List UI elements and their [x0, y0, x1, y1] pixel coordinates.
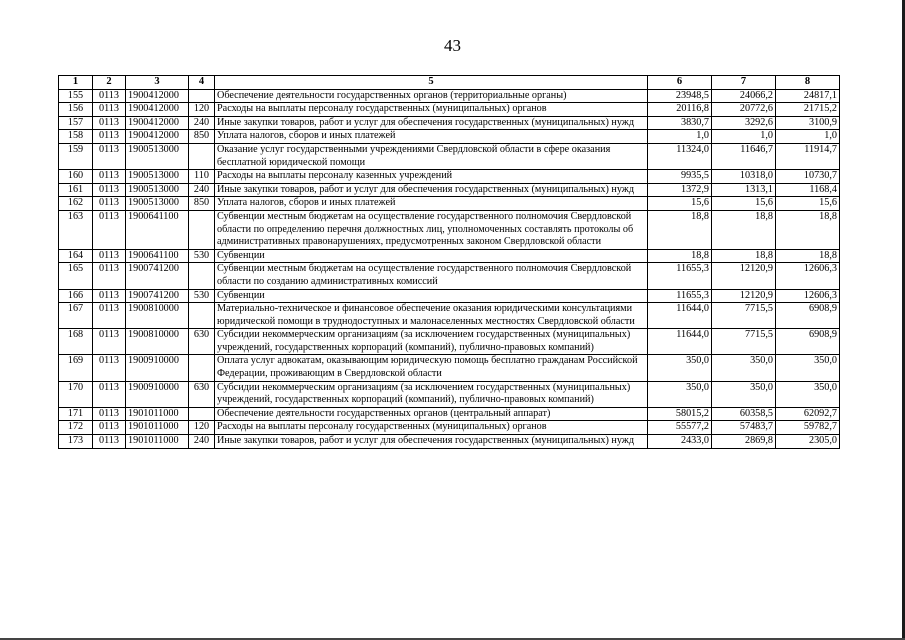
item-name-cell: Субвенции местным бюджетам на осуществление государственного полномочия Свердловской области по определению перечня должностных лиц, уполномоченных составлять протоколы об административных правонарушениях, предусмотренных законом Свердловской области	[215, 210, 648, 249]
amount-year2-cell: 12120,9	[712, 289, 776, 303]
target-article-cell: 1900412000	[126, 103, 189, 117]
expense-type-cell	[189, 355, 215, 381]
item-name-cell: Расходы на выплаты персоналу государственных (муниципальных) органов	[215, 421, 648, 435]
amount-year2-cell: 350,0	[712, 355, 776, 381]
row-number-cell: 173	[59, 435, 93, 449]
amount-year1-cell: 9935,5	[648, 170, 712, 184]
amount-year2-cell: 350,0	[712, 381, 776, 407]
amount-year3-cell: 18,8	[776, 210, 840, 249]
amount-year1-cell: 18,8	[648, 249, 712, 263]
amount-year3-cell: 10730,7	[776, 170, 840, 184]
item-name-cell: Уплата налогов, сборов и иных платежей	[215, 130, 648, 144]
amount-year3-cell: 11914,7	[776, 143, 840, 169]
table-row	[59, 249, 840, 263]
amount-year3-cell: 350,0	[776, 381, 840, 407]
table-row	[59, 103, 840, 117]
item-name-cell: Уплата налогов, сборов и иных платежей	[215, 197, 648, 211]
target-article-cell: 1900513000	[126, 170, 189, 184]
table-body	[59, 89, 840, 448]
target-article-cell: 1901011000	[126, 435, 189, 449]
table-row	[59, 210, 840, 249]
section-code-cell: 0113	[93, 130, 126, 144]
table-row	[59, 143, 840, 169]
table-row	[59, 381, 840, 407]
header-cell: 3	[126, 76, 189, 90]
expense-type-cell: 240	[189, 116, 215, 130]
amount-year2-cell: 11646,7	[712, 143, 776, 169]
amount-year1-cell: 1372,9	[648, 183, 712, 197]
row-number-cell: 160	[59, 170, 93, 184]
row-number-cell: 167	[59, 303, 93, 329]
amount-year2-cell: 10318,0	[712, 170, 776, 184]
table-row	[59, 421, 840, 435]
amount-year3-cell: 21715,2	[776, 103, 840, 117]
amount-year3-cell: 350,0	[776, 355, 840, 381]
header-cell: 6	[648, 76, 712, 90]
header-cell: 8	[776, 76, 840, 90]
amount-year1-cell: 11644,0	[648, 329, 712, 355]
table-row	[59, 407, 840, 421]
row-number-cell: 165	[59, 263, 93, 289]
amount-year3-cell: 18,8	[776, 249, 840, 263]
amount-year2-cell: 15,6	[712, 197, 776, 211]
section-code-cell: 0113	[93, 407, 126, 421]
amount-year3-cell: 12606,3	[776, 263, 840, 289]
expense-type-cell: 630	[189, 381, 215, 407]
row-number-cell: 164	[59, 249, 93, 263]
target-article-cell: 1900412000	[126, 89, 189, 103]
row-number-cell: 158	[59, 130, 93, 144]
amount-year3-cell: 1,0	[776, 130, 840, 144]
expense-type-cell	[189, 407, 215, 421]
item-name-cell: Иные закупки товаров, работ и услуг для обеспечения государственных (муниципальных) нужд	[215, 116, 648, 130]
amount-year3-cell: 6908,9	[776, 303, 840, 329]
amount-year1-cell: 1,0	[648, 130, 712, 144]
table-row	[59, 170, 840, 184]
target-article-cell: 1900412000	[126, 130, 189, 144]
amount-year2-cell: 12120,9	[712, 263, 776, 289]
amount-year1-cell: 15,6	[648, 197, 712, 211]
target-article-cell: 1900412000	[126, 116, 189, 130]
item-name-cell: Расходы на выплаты персоналу государственных (муниципальных) органов	[215, 103, 648, 117]
section-code-cell: 0113	[93, 210, 126, 249]
header-cell: 2	[93, 76, 126, 90]
table-row	[59, 116, 840, 130]
table-row	[59, 355, 840, 381]
amount-year2-cell: 20772,6	[712, 103, 776, 117]
expense-type-cell	[189, 89, 215, 103]
amount-year2-cell: 18,8	[712, 210, 776, 249]
amount-year1-cell: 11644,0	[648, 303, 712, 329]
target-article-cell: 1900641100	[126, 210, 189, 249]
target-article-cell: 1900513000	[126, 143, 189, 169]
expense-type-cell: 120	[189, 421, 215, 435]
budget-table	[58, 75, 840, 449]
section-code-cell: 0113	[93, 289, 126, 303]
table-row	[59, 197, 840, 211]
item-name-cell: Материально-техническое и финансовое обеспечение оказания юридическими консультациями юридической помощи в труднодоступных и малонаселенных местностях Свердловской области	[215, 303, 648, 329]
amount-year3-cell: 6908,9	[776, 329, 840, 355]
row-number-cell: 172	[59, 421, 93, 435]
target-article-cell: 1900810000	[126, 329, 189, 355]
amount-year3-cell: 62092,7	[776, 407, 840, 421]
table-header-row	[59, 76, 840, 90]
section-code-cell: 0113	[93, 170, 126, 184]
section-code-cell: 0113	[93, 116, 126, 130]
target-article-cell: 1901011000	[126, 407, 189, 421]
header-cell: 7	[712, 76, 776, 90]
table-row	[59, 263, 840, 289]
row-number-cell: 155	[59, 89, 93, 103]
item-name-cell: Обеспечение деятельности государственных органов (территориальные органы)	[215, 89, 648, 103]
expense-type-cell: 630	[189, 329, 215, 355]
target-article-cell: 1901011000	[126, 421, 189, 435]
table-row	[59, 303, 840, 329]
item-name-cell: Субвенции	[215, 289, 648, 303]
section-code-cell: 0113	[93, 355, 126, 381]
row-number-cell: 168	[59, 329, 93, 355]
expense-type-cell: 850	[189, 197, 215, 211]
item-name-cell: Иные закупки товаров, работ и услуг для обеспечения государственных (муниципальных) нужд	[215, 183, 648, 197]
amount-year1-cell: 11324,0	[648, 143, 712, 169]
header-cell: 1	[59, 76, 93, 90]
target-article-cell: 1900910000	[126, 381, 189, 407]
item-name-cell: Расходы на выплаты персоналу казенных учреждений	[215, 170, 648, 184]
item-name-cell: Субвенции местным бюджетам на осуществление государственного полномочия Свердловской области по созданию административных комиссий	[215, 263, 648, 289]
expense-type-cell: 240	[189, 435, 215, 449]
row-number-cell: 159	[59, 143, 93, 169]
expense-type-cell	[189, 263, 215, 289]
row-number-cell: 157	[59, 116, 93, 130]
amount-year3-cell: 2305,0	[776, 435, 840, 449]
amount-year3-cell: 59782,7	[776, 421, 840, 435]
expense-type-cell: 120	[189, 103, 215, 117]
amount-year2-cell: 57483,7	[712, 421, 776, 435]
amount-year1-cell: 23948,5	[648, 89, 712, 103]
section-code-cell: 0113	[93, 89, 126, 103]
section-code-cell: 0113	[93, 103, 126, 117]
amount-year3-cell: 3100,9	[776, 116, 840, 130]
section-code-cell: 0113	[93, 329, 126, 355]
table-row	[59, 130, 840, 144]
target-article-cell: 1900910000	[126, 355, 189, 381]
section-code-cell: 0113	[93, 263, 126, 289]
section-code-cell: 0113	[93, 381, 126, 407]
header-cell: 5	[215, 76, 648, 90]
row-number-cell: 163	[59, 210, 93, 249]
header-cell: 4	[189, 76, 215, 90]
expense-type-cell: 530	[189, 289, 215, 303]
target-article-cell: 1900810000	[126, 303, 189, 329]
amount-year1-cell: 2433,0	[648, 435, 712, 449]
amount-year2-cell: 60358,5	[712, 407, 776, 421]
target-article-cell: 1900741200	[126, 289, 189, 303]
amount-year1-cell: 11655,3	[648, 289, 712, 303]
row-number-cell: 161	[59, 183, 93, 197]
amount-year2-cell: 1313,1	[712, 183, 776, 197]
target-article-cell: 1900513000	[126, 197, 189, 211]
item-name-cell: Оплата услуг адвокатам, оказывающим юридическую помощь бесплатно гражданам Российской Федерации, проживающим в Свердловской области	[215, 355, 648, 381]
item-name-cell: Субсидии некоммерческим организациям (за исключением государственных (муниципальных) учреждений, государственных корпораций (компаний), публично-правовых компаний)	[215, 381, 648, 407]
row-number-cell: 170	[59, 381, 93, 407]
amount-year3-cell: 24817,1	[776, 89, 840, 103]
expense-type-cell: 850	[189, 130, 215, 144]
item-name-cell: Субвенции	[215, 249, 648, 263]
expense-type-cell	[189, 210, 215, 249]
table-row	[59, 289, 840, 303]
amount-year3-cell: 1168,4	[776, 183, 840, 197]
table-row	[59, 435, 840, 449]
target-article-cell: 1900641100	[126, 249, 189, 263]
amount-year1-cell: 18,8	[648, 210, 712, 249]
amount-year1-cell: 20116,8	[648, 103, 712, 117]
section-code-cell: 0113	[93, 435, 126, 449]
amount-year1-cell: 350,0	[648, 381, 712, 407]
expense-type-cell: 110	[189, 170, 215, 184]
table-row	[59, 183, 840, 197]
expense-type-cell: 530	[189, 249, 215, 263]
expense-type-cell: 240	[189, 183, 215, 197]
item-name-cell: Обеспечение деятельности государственных органов (центральный аппарат)	[215, 407, 648, 421]
section-code-cell: 0113	[93, 197, 126, 211]
amount-year1-cell: 58015,2	[648, 407, 712, 421]
amount-year1-cell: 55577,2	[648, 421, 712, 435]
table-row	[59, 89, 840, 103]
amount-year3-cell: 12606,3	[776, 289, 840, 303]
amount-year2-cell: 7715,5	[712, 329, 776, 355]
item-name-cell: Субсидии некоммерческим организациям (за исключением государственных (муниципальных) учреждений, государственных корпораций (компаний), публично-правовых компаний)	[215, 329, 648, 355]
expense-type-cell	[189, 303, 215, 329]
section-code-cell: 0113	[93, 183, 126, 197]
amount-year2-cell: 24066,2	[712, 89, 776, 103]
section-code-cell: 0113	[93, 143, 126, 169]
section-code-cell: 0113	[93, 303, 126, 329]
amount-year2-cell: 1,0	[712, 130, 776, 144]
section-code-cell: 0113	[93, 249, 126, 263]
amount-year2-cell: 2869,8	[712, 435, 776, 449]
section-code-cell: 0113	[93, 421, 126, 435]
row-number-cell: 162	[59, 197, 93, 211]
amount-year3-cell: 15,6	[776, 197, 840, 211]
row-number-cell: 156	[59, 103, 93, 117]
amount-year2-cell: 18,8	[712, 249, 776, 263]
page-number: 43	[444, 36, 461, 55]
amount-year1-cell: 3830,7	[648, 116, 712, 130]
expense-type-cell	[189, 143, 215, 169]
item-name-cell: Иные закупки товаров, работ и услуг для обеспечения государственных (муниципальных) нужд	[215, 435, 648, 449]
amount-year2-cell: 7715,5	[712, 303, 776, 329]
table-row	[59, 329, 840, 355]
target-article-cell: 1900513000	[126, 183, 189, 197]
row-number-cell: 171	[59, 407, 93, 421]
amount-year2-cell: 3292,6	[712, 116, 776, 130]
row-number-cell: 166	[59, 289, 93, 303]
item-name-cell: Оказание услуг государственными учреждениями Свердловской области в сфере оказания бесплатной юридической помощи	[215, 143, 648, 169]
amount-year1-cell: 350,0	[648, 355, 712, 381]
target-article-cell: 1900741200	[126, 263, 189, 289]
amount-year1-cell: 11655,3	[648, 263, 712, 289]
row-number-cell: 169	[59, 355, 93, 381]
